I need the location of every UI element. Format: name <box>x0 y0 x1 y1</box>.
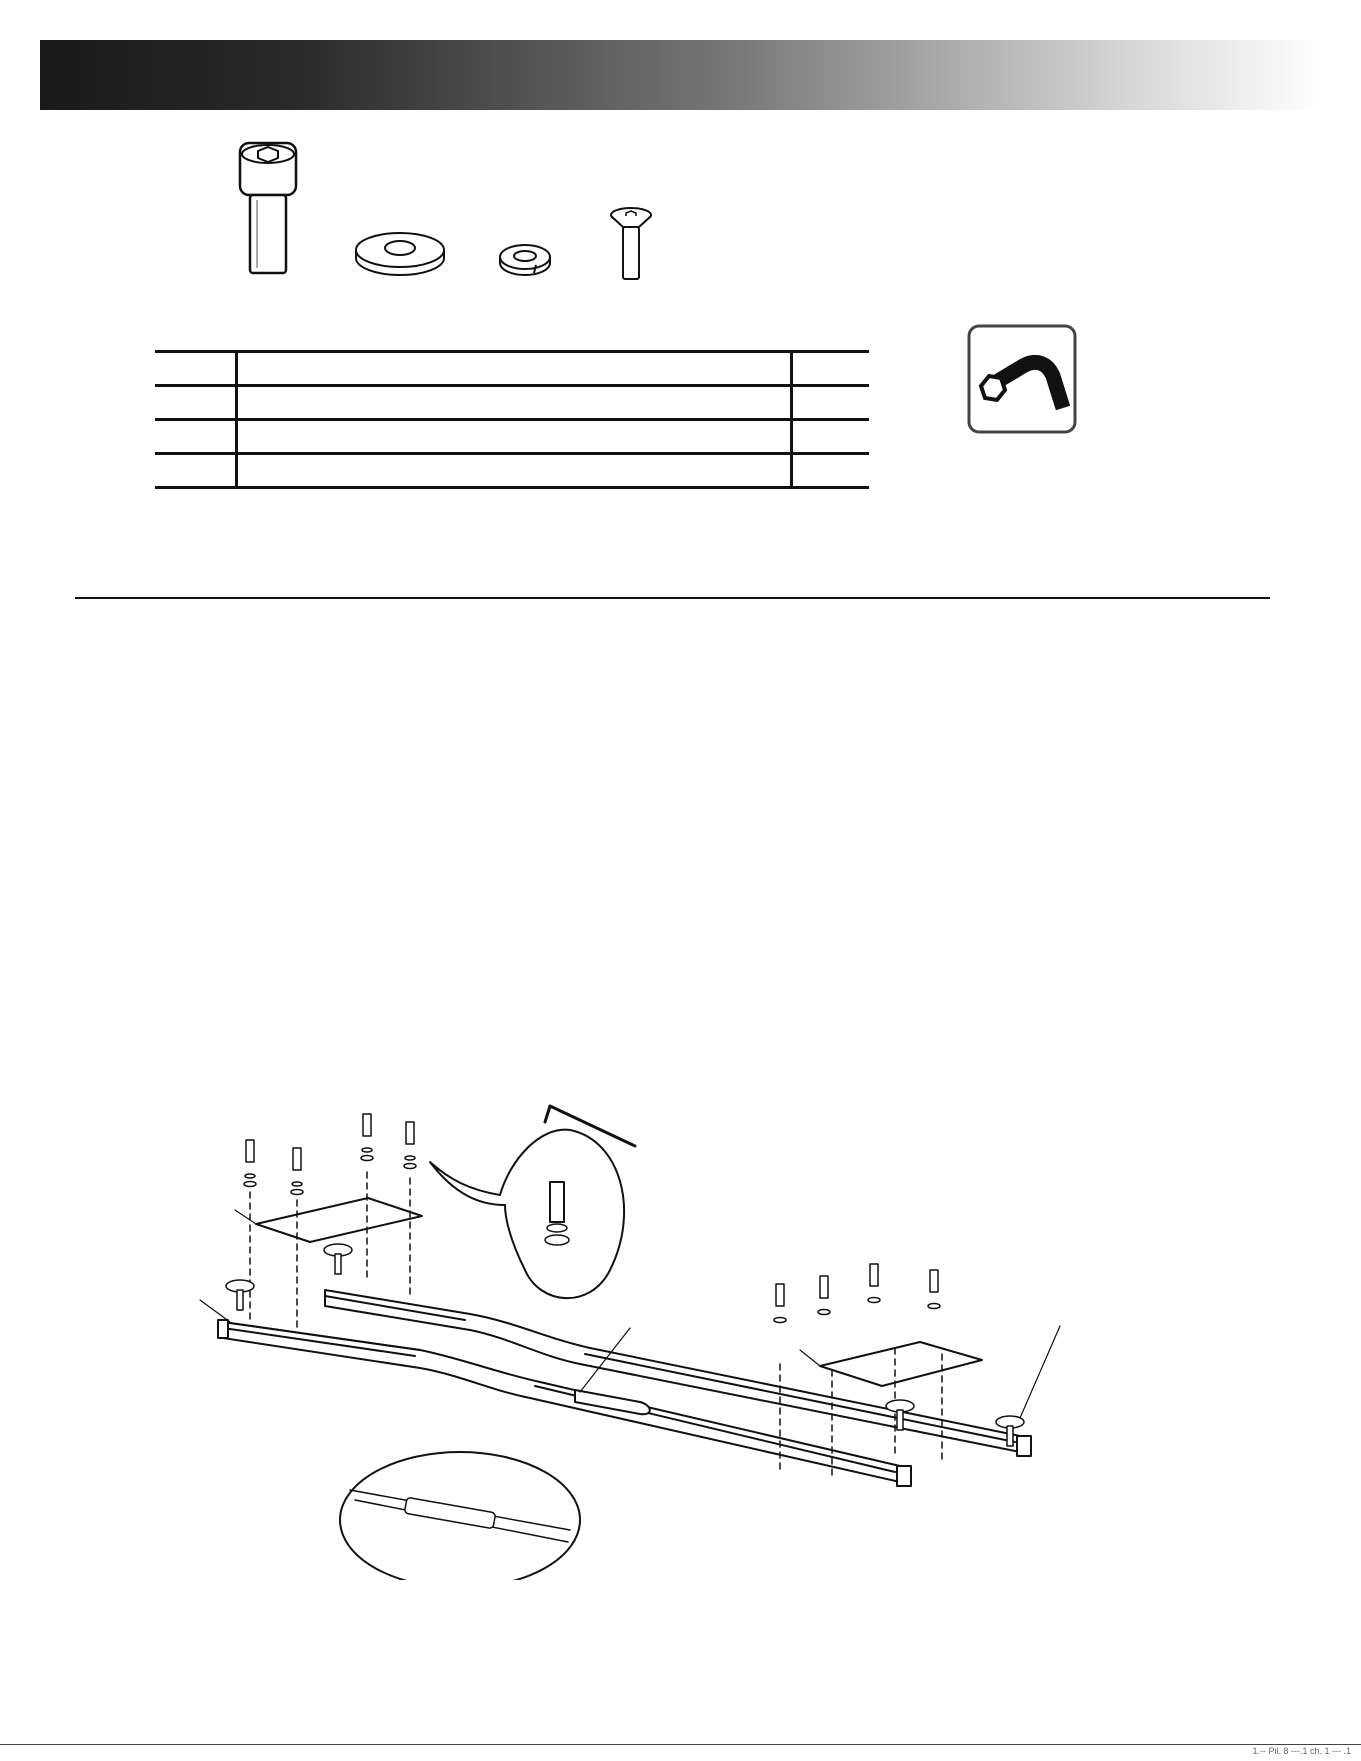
hex-key-icon <box>967 324 1077 434</box>
footer-divider <box>0 1744 1361 1745</box>
table-cell-description <box>237 454 792 488</box>
table-row <box>155 386 869 420</box>
header-bar <box>40 40 1321 110</box>
table-cell-qty <box>792 352 870 386</box>
table-cell-description <box>237 420 792 454</box>
socket-cap-bolt-icon <box>235 140 305 280</box>
table-cell-description <box>237 386 792 420</box>
hardware-table <box>155 350 869 489</box>
table-cell-ref <box>155 420 237 454</box>
table-cell-ref <box>155 454 237 488</box>
flat-washer-icon <box>350 225 450 285</box>
table-cell-qty <box>792 454 870 488</box>
table-cell-qty <box>792 386 870 420</box>
table-row <box>155 352 869 386</box>
lock-washer-icon <box>496 237 554 281</box>
table-row <box>155 454 869 488</box>
table-cell-ref <box>155 386 237 420</box>
table-cell-qty <box>792 420 870 454</box>
flat-head-screw-icon <box>608 205 654 283</box>
base-assembly-diagram <box>160 1100 1110 1580</box>
section-divider <box>75 597 1270 599</box>
footer-text: 1.-- Pil. 8 ---.1 ch. 1 --- .1 <box>1252 1746 1351 1756</box>
table-row <box>155 420 869 454</box>
table-cell-description <box>237 352 792 386</box>
table-cell-ref <box>155 352 237 386</box>
